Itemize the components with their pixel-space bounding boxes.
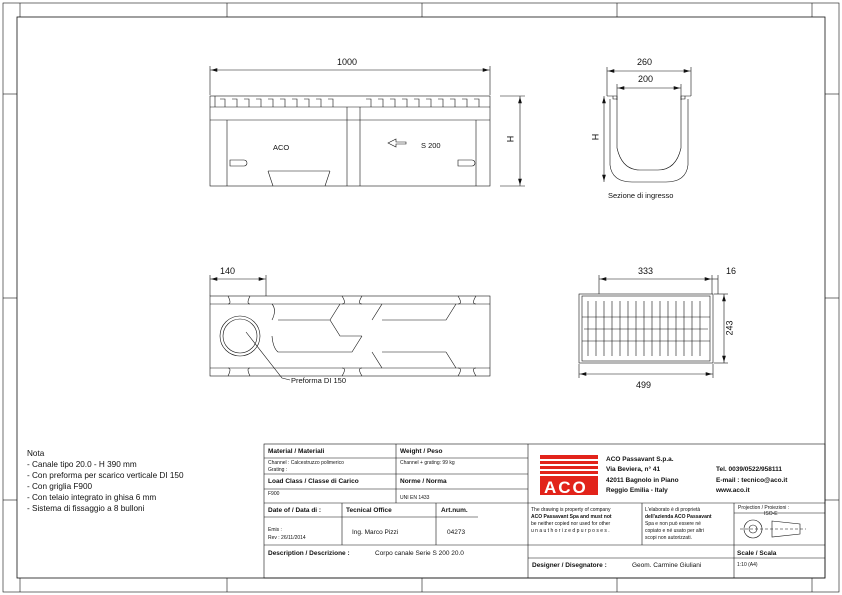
disclaimer-en-line: u n a u t h o r i z e d p u r p o s e s . xyxy=(531,528,610,534)
aco-logo-text: ACO xyxy=(544,478,588,497)
disclaimer-it-line: copiato e né usato per altri xyxy=(645,528,704,534)
disclaimer-it-line: scopi non autorizzati. xyxy=(645,535,692,541)
scale-label: Scale / Scala xyxy=(737,550,777,557)
dim-grating-length: 333 xyxy=(638,266,654,276)
material-label: Material / Materiali xyxy=(268,448,325,455)
note-item: - Con telaio integrato in ghisa 6 mm xyxy=(27,493,157,502)
norm-value: UNI EN 1433 xyxy=(400,495,430,501)
aco-logo xyxy=(540,455,598,495)
grating-plan-view xyxy=(579,275,728,378)
channel-section-view xyxy=(603,67,692,182)
note-item: - Con griglia F900 xyxy=(27,482,93,491)
dim-section-outer: 260 xyxy=(637,57,653,67)
company-web: www.aco.it xyxy=(716,487,750,494)
art-label: Art.num. xyxy=(441,507,468,514)
disclaimer-it-line: L'elaborato è di proprietà xyxy=(645,507,701,513)
notes-title: Nota xyxy=(27,449,45,458)
rev-label: Rev : 26/11/2014 xyxy=(268,535,306,541)
disclaimer-it-line: dell'azienda ACO Passavant xyxy=(645,514,712,520)
scale-value: 1:10 (A4) xyxy=(737,562,758,568)
designer-label: Designer / Disegnatore : xyxy=(532,562,607,569)
desc-label: Description / Descrizione : xyxy=(268,550,350,557)
company-tel: Tel. 0039/0522/958111 xyxy=(716,466,783,473)
outlet-preform-outer xyxy=(220,316,260,356)
projection-label: Projection / Proiezioni : xyxy=(738,505,790,511)
dim-section-inner: 200 xyxy=(638,74,654,84)
company-email: E-mail : tecnico@aco.it xyxy=(716,477,788,484)
disclaimer-it-line: Spa e non può essere né xyxy=(645,521,701,527)
company-region: Reggio Emilia - Italy xyxy=(606,487,668,494)
designer-value: Geom. Carmine Giuliani xyxy=(632,562,702,569)
projection-value: ISO-E xyxy=(764,511,778,517)
norm-label: Norme / Norma xyxy=(400,478,447,485)
load-class-value: F900 xyxy=(268,491,280,497)
preform-label: Preforma DI 150 xyxy=(291,376,347,385)
dim-height-side: H xyxy=(505,135,516,143)
weight-label: Weight / Peso xyxy=(400,448,443,455)
section-caption: Sezione di ingresso xyxy=(608,191,674,200)
outlet-preform-inner xyxy=(223,319,257,353)
emis-label: Emis : xyxy=(268,527,282,533)
dim-grating-overall: 499 xyxy=(636,380,652,390)
grating-slots xyxy=(582,301,710,356)
disclaimer-en-line: ACO Passavant Spa and must not xyxy=(531,514,612,520)
date-label: Date of / Data di : xyxy=(268,507,322,514)
weight-value: Channel + grating: 99 kg xyxy=(400,460,455,466)
channel-brand-label: ACO xyxy=(273,143,290,152)
tech-office-value: Ing. Marco Pizzi xyxy=(352,529,399,536)
notes-block xyxy=(27,448,184,514)
disclaimer-en-line: be neither copied nor used for other xyxy=(531,521,611,527)
disclaimer-en-line: The drawing is property of company xyxy=(531,507,611,513)
material-value: Channel : Calcestruzzo polimerico xyxy=(268,460,344,466)
company-name: ACO Passavant S.p.a. xyxy=(606,456,674,463)
tech-office-label: Tecnical Office xyxy=(346,507,392,514)
note-item: - Canale tipo 20.0 - H 390 mm xyxy=(27,460,137,469)
grating-label: Grating : xyxy=(268,467,288,473)
channel-plan-view xyxy=(210,275,490,380)
note-item: - Sistema di fissaggio a 8 bulloni xyxy=(27,504,145,513)
dim-channel-length: 1000 xyxy=(337,57,358,67)
company-city: 42011 Bagnolo in Piano xyxy=(606,477,679,484)
channel-model-label: S 200 xyxy=(421,141,441,150)
dim-grating-width: 243 xyxy=(724,320,735,336)
dim-grating-gap: 16 xyxy=(726,266,737,276)
art-value: 04273 xyxy=(447,529,466,536)
desc-value: Corpo canale Serie S 200 20.0 xyxy=(375,550,464,557)
dim-height-section: H xyxy=(590,133,601,141)
load-class-label: Load Class / Classe di Carico xyxy=(268,478,359,485)
company-street: Via Beviera, n° 41 xyxy=(606,466,661,473)
dim-outlet-offset: 140 xyxy=(220,266,236,276)
projection-symbol-icon xyxy=(740,520,806,538)
channel-side-view xyxy=(210,66,525,186)
note-item: - Con preforma per scarico verticale DI 150 xyxy=(27,471,184,480)
